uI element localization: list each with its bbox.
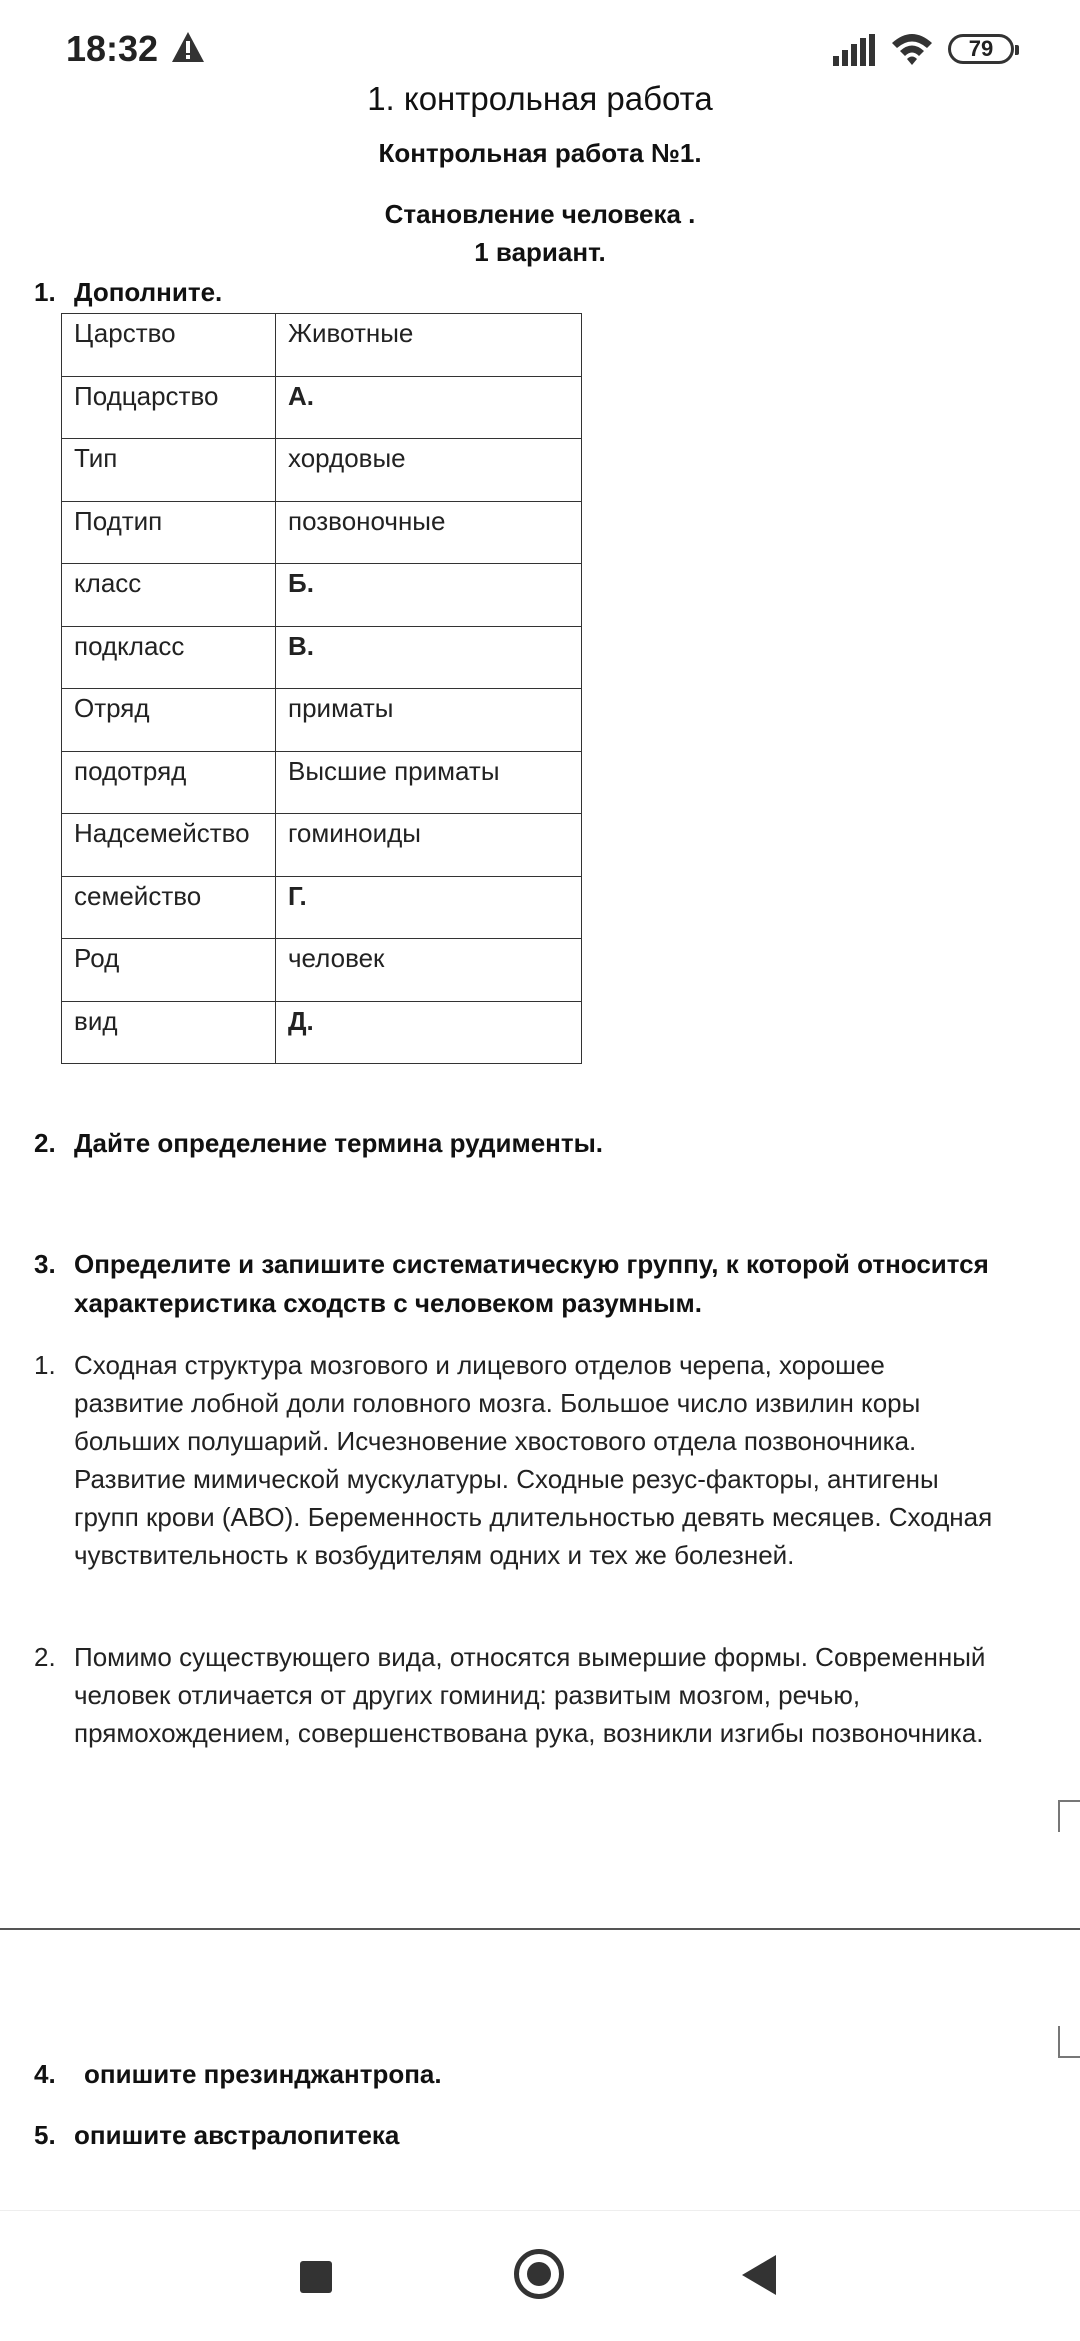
table-cell-rank: Отряд <box>62 689 276 752</box>
table-cell-value: хордовые <box>276 439 582 502</box>
table-cell-value: В. <box>276 626 582 689</box>
page-corner-marker <box>1058 2026 1080 2058</box>
square-icon[interactable] <box>300 2261 332 2293</box>
navigation-bar <box>0 2210 1080 2341</box>
characteristic-item-2 <box>34 1638 1074 1758</box>
document-subtitle: Контрольная работа №1. <box>378 138 702 168</box>
item-number: 1. <box>34 1350 56 1380</box>
item-line: групп крови (АВО). Беременность длительностью девять месяцев. Сходная <box>74 1502 993 1532</box>
document-title: 1. контрольная работа <box>367 80 713 117</box>
item-line: человек отличается от других гоминид: развитым мозгом, речью, <box>74 1680 861 1710</box>
table-cell-value: человек <box>276 939 582 1002</box>
table-row <box>62 439 582 502</box>
item-line: больших полушарий. Исчезновение хвостового отдела позвоночника. <box>74 1426 917 1456</box>
table-row <box>62 876 582 939</box>
item-line: чувствительность к возбудителям одних и тех же болезней. <box>74 1540 795 1570</box>
question-text-line-1: Определите и запишите систематическую группу, к которой относится <box>74 1249 989 1279</box>
question-number: 3. <box>34 1249 56 1279</box>
wifi-icon <box>890 31 934 67</box>
table-row <box>62 376 582 439</box>
status-time: 18:32 <box>66 28 159 69</box>
table-cell-rank: Подтип <box>62 501 276 564</box>
table-cell-rank: класс <box>62 564 276 627</box>
table-cell-rank: Тип <box>62 439 276 502</box>
question-text: опишите презинджантропа. <box>84 2059 442 2089</box>
table-cell-rank: подотряд <box>62 751 276 814</box>
triangle-back-icon[interactable] <box>742 2255 776 2295</box>
table-cell-rank: Род <box>62 939 276 1002</box>
table-cell-rank: Надсемейство <box>62 814 276 877</box>
battery-icon <box>948 34 1014 64</box>
table-cell-value: Д. <box>276 1001 582 1064</box>
circle-icon[interactable] <box>514 2249 564 2299</box>
table-row <box>62 1001 582 1064</box>
table-cell-value: гоминоиды <box>276 814 582 877</box>
table-cell-rank: подкласс <box>62 626 276 689</box>
item-number: 2. <box>34 1642 56 1672</box>
document-topic: Становление человека . <box>384 199 696 229</box>
table-row <box>62 564 582 627</box>
question-text-line-2: характеристика сходств с человеком разумным. <box>74 1288 702 1318</box>
table-cell-value: А. <box>276 376 582 439</box>
battery-level: 79 <box>968 36 994 61</box>
table-row <box>62 939 582 1002</box>
question-text: Дополните. <box>74 277 223 307</box>
page-corner-marker <box>1058 1800 1080 1832</box>
item-line: Сходная структура мозгового и лицевого отделов черепа, хорошее <box>74 1350 885 1380</box>
question-number: 4. <box>34 2059 56 2089</box>
table-cell-value: Животные <box>276 314 582 377</box>
table-cell-rank: семейство <box>62 876 276 939</box>
question-number: 5. <box>34 2120 56 2150</box>
table-row <box>62 751 582 814</box>
question-number: 2. <box>34 1128 56 1158</box>
table-row <box>62 314 582 377</box>
item-line: Развитие мимической мускулатуры. Сходные резус-факторы, антигены <box>74 1464 939 1494</box>
item-line: развитие лобной доли головного мозга. Большое число извилин коры <box>74 1388 921 1418</box>
table-cell-value: приматы <box>276 689 582 752</box>
table-row <box>62 626 582 689</box>
table-cell-value: позвоночные <box>276 501 582 564</box>
question-text: Дайте определение термина рудименты. <box>74 1128 604 1158</box>
table-cell-rank: Царство <box>62 314 276 377</box>
warning-icon <box>170 30 206 64</box>
table-cell-rank: Подцарство <box>62 376 276 439</box>
table-cell-value: Б. <box>276 564 582 627</box>
table-row <box>62 689 582 752</box>
table-cell-rank: вид <box>62 1001 276 1064</box>
table-row <box>62 501 582 564</box>
item-line: прямохождением, совершенствована рука, возникли изгибы позвоночника. <box>74 1718 984 1748</box>
page-divider <box>0 1928 1080 1930</box>
item-line: Помимо существующего вида, относятся вымершие формы. Современный <box>74 1642 986 1672</box>
document-variant: 1 вариант. <box>474 237 606 267</box>
question-text: опишите австралопитека <box>74 2120 400 2150</box>
taxonomy-table <box>61 313 582 1064</box>
table-row <box>62 814 582 877</box>
table-cell-value: Высшие приматы <box>276 751 582 814</box>
table-cell-value: Г. <box>276 876 582 939</box>
characteristic-item-1 <box>34 1346 1074 1586</box>
question-3 <box>34 1245 1064 1325</box>
signal-icon <box>833 34 875 66</box>
question-number: 1. <box>34 277 56 307</box>
